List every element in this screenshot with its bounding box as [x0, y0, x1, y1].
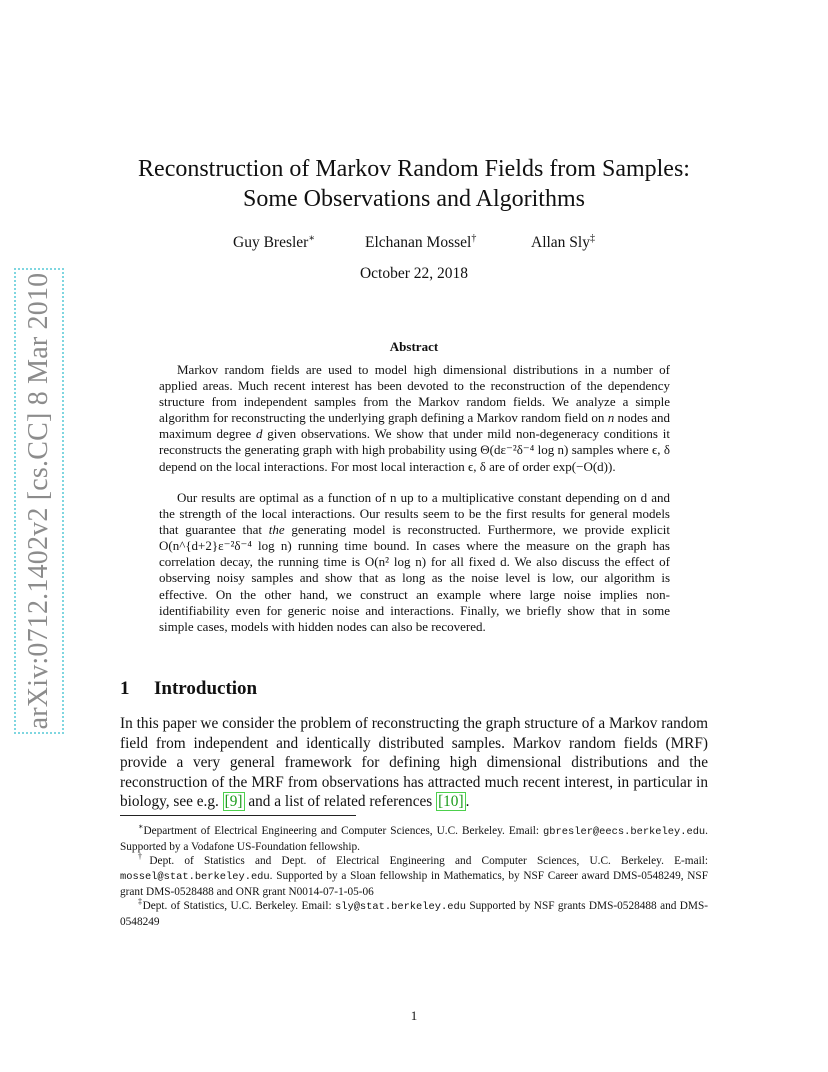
paper-title [120, 154, 708, 214]
title-line-1: Reconstruction of Markov Random Fields from Samples: [138, 156, 690, 182]
citation-link-10[interactable]: [10] [438, 793, 464, 811]
author-footnote-mark: ‡ [590, 233, 595, 244]
abstract-heading: Abstract [389, 339, 439, 354]
author-bresler [233, 233, 315, 252]
page-number: 1 [410, 1008, 418, 1023]
footnote-1: ∗Department of Electrical Engineering and Computer Sciences, U.C. Berkeley. Email: gbresler@eecs.berkeley.edu. Supported by a Vodafone US-Foundation fellowship. [120, 822, 708, 854]
email-mossel: mossel@stat.berkeley.edu [120, 871, 270, 884]
footnote-mark: † [138, 852, 150, 861]
author-name: Elchanan Mossel [365, 234, 472, 252]
footnote-rule [120, 815, 356, 816]
arxiv-identifier-stamp [14, 268, 64, 734]
email-bresler: gbresler@eecs.berkeley.edu [543, 825, 706, 838]
arxiv-identifier-text: arXiv:0712.1402v2 [cs.CC] 8 Mar 2010 [23, 272, 54, 730]
author-name: Allan Sly [531, 234, 590, 252]
abstract-paragraph-2: Our results are optimal as a function of n up to a multiplicative constant depending on d and the strength of the local interactions. Our results seem to be the first results for general models that guarantee that the generating model is reconstructed. Furthermore, we provide explicit O(n^{d+2}ε⁻²δ⁻⁴ log n) running time bound. In cases where the measure on the graph has correlation decay, the running time is O(n² log n) for all fixed d. We also discuss the effect of observing noisy samples and show that as long as the noise level is low, our algorithm is effective. On the other hand, we construct an example where large noise implies non-identifiability even for generic noise and interactions. Finally, we briefly show that in some simple cases, models with hidden nodes can also be recovered. [159, 490, 670, 634]
footnote-3: ‡Dept. of Statistics, U.C. Berkeley. Email: sly@stat.berkeley.edu Supported by NSF grants DMS-0528488 and DMS-0548249 [120, 897, 709, 929]
author-sly [531, 233, 595, 252]
section-title: Introduction [154, 678, 258, 699]
footnote-mark: ∗ [138, 822, 144, 831]
title-line-2: Some Observations and Algorithms [243, 186, 585, 212]
author-footnote-mark: † [471, 233, 477, 244]
footnote-mark: ‡ [138, 897, 143, 906]
section-heading [120, 678, 257, 700]
email-sly: sly@stat.berkeley.edu [334, 900, 466, 913]
author-footnote-mark: ∗ [308, 233, 316, 244]
author-mossel [365, 233, 476, 252]
author-name: Guy Bresler [233, 234, 309, 252]
paper-date: October 22, 2018 [359, 265, 469, 282]
abstract-paragraph-1: Markov random fields are used to model high dimensional distributions in a number of applied areas. Much recent interest has been devoted to the reconstruction of the dependency structure from independent samples from the Markov random fields. We analyze a simple algorithm for reconstructing the underlying graph defining a Markov random field on n nodes and maximum degree d given observations. We show that under mild non-degeneracy conditions it reconstructs the generating graph with high probability using Θ(dε⁻²δ⁻⁴ log n) samples where ϵ, δ depend on the local interactions. For most local interaction ϵ, δ are of order exp(−O(d)). [159, 362, 670, 474]
footnote-2: †Dept. of Statistics and Dept. of Electrical Engineering and Computer Sciences, U.C. Berkeley. E-mail: mossel@stat.berkeley.edu. Supported by a Sloan fellowship in Mathematics, by NSF Career award DMS-0548249, NSF grant DMS-0528488 and ONR grant N0014-07-1-05-06 [120, 852, 709, 899]
introduction-paragraph: In this paper we consider the problem of reconstructing the graph structure of a Markov random field from independent and identically distributed samples. Markov random fields (MRF) provide a very general framework for defining high dimensional distributions and the reconstruction of the MRF from observations has attracted much recent interest, in particular in biology, see e.g. [9] and a list of related references [10] . [120, 715, 708, 811]
citation-link-9[interactable]: [9] [224, 793, 243, 811]
section-number: 1 [120, 678, 130, 699]
